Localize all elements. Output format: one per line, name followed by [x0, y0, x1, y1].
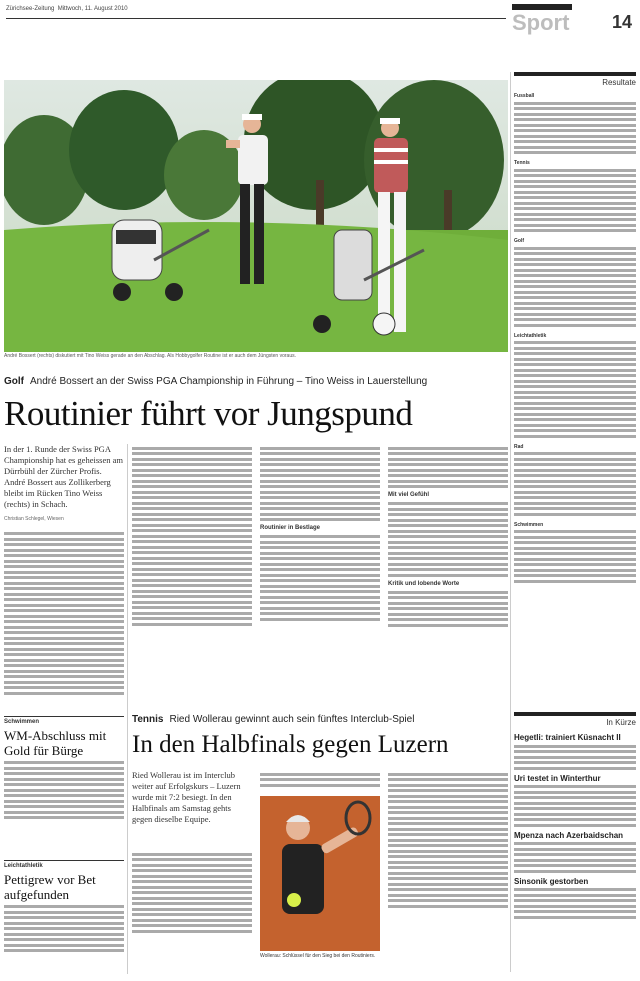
tennis-body-col-2 [260, 770, 380, 794]
main-subhead-2: Kritik und lobende Worte [388, 580, 460, 587]
main-headline: Routinier führt vor Jungspund [4, 394, 413, 433]
issue-date: Mittwoch, 11. August 2010 [57, 6, 128, 12]
main-kicker-text: André Bossert an der Swiss PGA Championship in Führung – Tino Weiss in Lauerstellung [30, 376, 428, 387]
main-teaser: In der 1. Runde der Swiss PGA Championship hat es geheissen am Dürrbühl der Zürcher Profis. André Bossert aus Zollikerberg bleibt im Rücken Tino Weiss (rechts) in Schach. [4, 444, 123, 509]
tennis-teaser: Ried Wollerau ist im Interclub weiter auf Erfolgskurs – Luzern wurde mit 7:2 besiegt. In den Halbfinals am Samstag gehts gegen dieselbe Equipe. [132, 770, 241, 824]
short-news-1 [4, 716, 124, 822]
short-news-2-label: Leichtathletik [4, 860, 124, 869]
results-block [514, 522, 636, 583]
page-number: 14 [612, 12, 633, 32]
tennis-kicker-category: Tennis [132, 714, 164, 725]
results-header: Resultate [514, 72, 636, 87]
short-news-2-title: Pettigrew vor Bet aufgefunden [4, 872, 96, 902]
results-sidebar [514, 72, 636, 589]
main-subhead-1: Routinier in Bestlage [260, 525, 321, 531]
paper-name: Zürichsee-Zeitung [6, 6, 55, 12]
kurz-item-4: Sinsonik gestorben [514, 876, 589, 886]
main-body-col-3 [260, 444, 380, 706]
results-block-title: Schwimmen [514, 521, 544, 528]
tennis-body-col-3 [388, 770, 508, 975]
short-news-1-label: Schwimmen [4, 716, 124, 725]
column-teaser [4, 444, 124, 697]
main-subhead-3: Mit viel Gefühl [388, 492, 430, 498]
results-block [514, 160, 636, 232]
results-block [514, 444, 636, 516]
results-block-title: Rad [514, 443, 524, 450]
results-block-title: Golf [514, 238, 524, 244]
short-news-1-title: WM-Abschluss mit Gold für Bürge [4, 728, 107, 758]
main-body-col-2 [132, 444, 252, 706]
masthead-rule [6, 18, 506, 19]
tennis-body-col-1 [132, 850, 252, 975]
kurz-item-1: Hegetli: trainiert Küsnacht II [514, 733, 621, 742]
short-news-2 [4, 860, 124, 955]
tennis-kicker-text: Ried Wollerau gewinnt auch sein fünftes Interclub-Spiel [169, 714, 415, 725]
masthead [0, 0, 640, 50]
column-rule [510, 72, 511, 972]
main-kicker-category: Golf [4, 376, 24, 387]
in-kuerze [514, 712, 636, 921]
results-block [514, 238, 636, 327]
section-title: Sport [512, 10, 570, 35]
kurz-item-3: Mpenza nach Azerbaidschan [514, 830, 624, 840]
results-block-title: Fussball [514, 93, 535, 99]
results-block [514, 93, 636, 154]
results-block-title: Leichtathletik [514, 332, 547, 339]
kurz-item-2: Uri testet in Winterthur [514, 773, 601, 783]
tennis-photo-caption: Wollerau: Schlüssel für den Sieg bei den Routiniers. [260, 953, 376, 959]
main-byline: Christian Schlegel, Wiesen [4, 516, 64, 522]
golf-photo-image [4, 80, 508, 352]
tennis-photo-image [260, 796, 380, 951]
column-rule [127, 444, 128, 974]
results-block-title: Tennis [514, 160, 530, 166]
main-body-col-4 [388, 444, 508, 706]
teaser-body-text [4, 532, 124, 695]
golf-photo [4, 80, 508, 352]
tennis-headline: In den Halbfinals gegen Luzern [132, 731, 449, 758]
masthead-paper-date [6, 6, 128, 12]
results-block [514, 333, 636, 438]
main-kicker [4, 376, 427, 387]
tennis-photo [260, 796, 380, 951]
photo-caption: André Bossert (rechts) diskutiert mit Tino Weiss gerade an den Abschlag. Als Hobbygolfer Routine ist er auch dem Jüngsten voraus. [4, 353, 296, 359]
in-kuerze-header: In Kürze [514, 712, 636, 727]
tennis-kicker [132, 714, 414, 725]
